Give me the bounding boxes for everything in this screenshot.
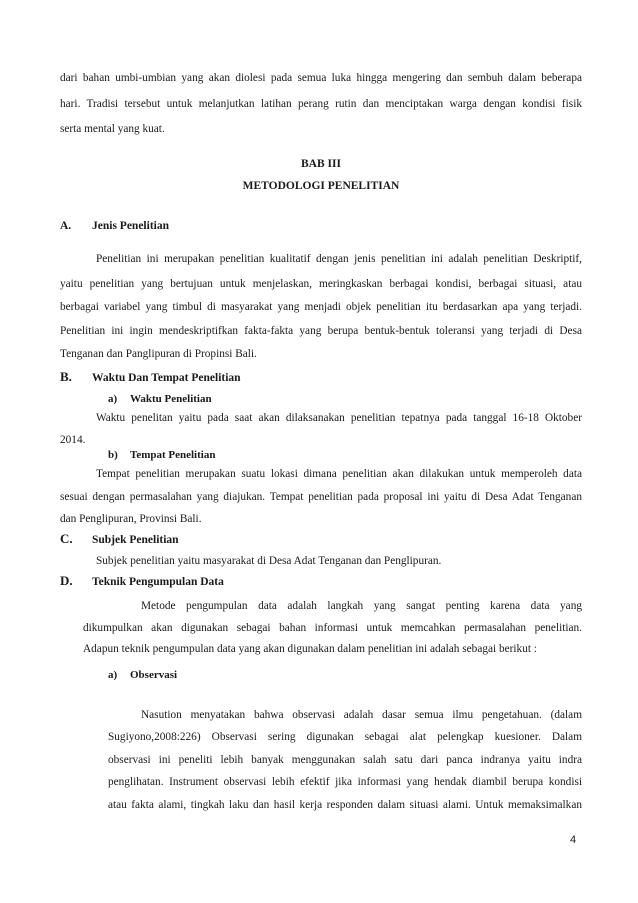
section-d-line: Adapun teknik pengumpulan data yang akan digunakan dalam penelitian ini adalah sebagai berikut :: [83, 643, 537, 655]
page-number: 4: [570, 834, 577, 846]
section-letter: B.: [60, 369, 72, 384]
section-a-line: Tenganan dan Panglipuran di Propinsi Bali.: [60, 348, 257, 360]
observasi-line: observasi ini peneliti lebih banyak menggunakan salah satu dari panca indranya yaitu indra: [108, 754, 582, 766]
section-d-line: Metode pengumpulan data adalah langkah yang sangat penting karena data yang: [141, 600, 582, 612]
section-b-line: 2014.: [60, 434, 86, 446]
subsection-letter: a): [108, 393, 118, 405]
section-letter: D.: [60, 573, 73, 588]
subsection-title: Tempat Penelitian: [130, 449, 216, 461]
subsection-title: Observasi: [130, 669, 178, 681]
intro-line: hari. Tradisi tersebut untuk melanjutkan latihan perang rutin dan menciptakan warga dengan kondisi fisik: [60, 98, 582, 110]
observasi-line: atau fakta alami, tingkah laku dan hasil kerja responden dalam situasi alami. Untuk memaksimalkan: [108, 799, 582, 811]
section-c-heading: [60, 531, 179, 547]
section-b-line: dan Penglipuran, Provinsi Bali.: [60, 513, 202, 525]
subsection-b-b-heading: [108, 449, 215, 461]
subsection-title: Waktu Penelitian: [130, 393, 212, 405]
section-b-line: Waktu penelitan yaitu pada saat akan dilaksanakan penelitian tepatnya pada tanggal 16-18 Oktober: [96, 412, 582, 424]
section-d-heading: [60, 573, 224, 589]
section-a-line: Penelitian ini merupakan penelitian kualitatif dengan jenis penelitian ini adalah penelitian Deskriptif,: [96, 253, 582, 265]
section-letter: C.: [60, 531, 73, 546]
intro-line: serta mental yang kuat.: [60, 123, 165, 135]
section-a-line: berbagai variabel yang timbul di masyarakat yang menjadi objek penelitian itu berdasarkan apa yang terjadi.: [60, 301, 582, 313]
subsection-letter: a): [108, 669, 118, 681]
section-b-heading: [60, 369, 241, 385]
section-title: Teknik Pengumpulan Data: [92, 576, 224, 588]
chapter-label: BAB III: [301, 158, 341, 170]
section-d-line: dikumpulkan akan digunakan sebagai bahan informasi untuk memcahkan permasalahan penelitian.: [83, 622, 582, 634]
section-b-line: sesuai dengan permasalahan yang diajukan. Tempat penelitian pada proposal ini yaitu di Desa Adat Tenganan: [60, 491, 582, 503]
subsection-letter: b): [108, 449, 118, 461]
subsection-b-a-heading: [108, 393, 212, 405]
section-a-line: yaitu penelitian yang bertujuan untuk menjelaskan, meringkaskan berbagai kondisi, berbagai situasi, atau: [60, 278, 582, 290]
section-title: Subjek Penelitian: [92, 534, 179, 546]
observasi-line: Sugiyono,2008:226) Observasi sering digunakan sebagai alat pelengkap kuesioner. Dalam: [108, 731, 582, 743]
section-c-line: Subjek penelitian yaitu masyarakat di Desa Adat Tenganan dan Penglipuran.: [96, 555, 442, 567]
chapter-title: METODOLOGI PENELITIAN: [242, 180, 400, 192]
section-b-line: Tempat penelitian merupakan suatu lokasi dimana penelitian akan dilakukan untuk memperoleh data: [96, 468, 582, 480]
section-a-line: Penelitian ini ingin mendeskriptifkan fakta-fakta yang berupa bentuk-bentuk toleransi yang terjadi di Desa: [60, 325, 582, 337]
section-letter: A.: [60, 220, 72, 232]
section-title: Jenis Penelitian: [92, 220, 169, 232]
observasi-line: Nasution menyatakan bahwa observasi adalah dasar semua ilmu pengetahuan. (dalam: [141, 709, 582, 721]
subsection-d-a-heading: [108, 669, 177, 681]
intro-line: dari bahan umbi-umbian yang akan diolesi pada semua luka hingga mengering dan sembuh dalam beberapa: [60, 72, 582, 84]
section-a-heading: [60, 220, 169, 232]
section-title: Waktu Dan Tempat Penelitian: [92, 372, 241, 384]
observasi-line: penglihatan. Instrument observasi lebih efektif jika informasi yang hendak diambil berupa kondisi: [108, 776, 582, 788]
